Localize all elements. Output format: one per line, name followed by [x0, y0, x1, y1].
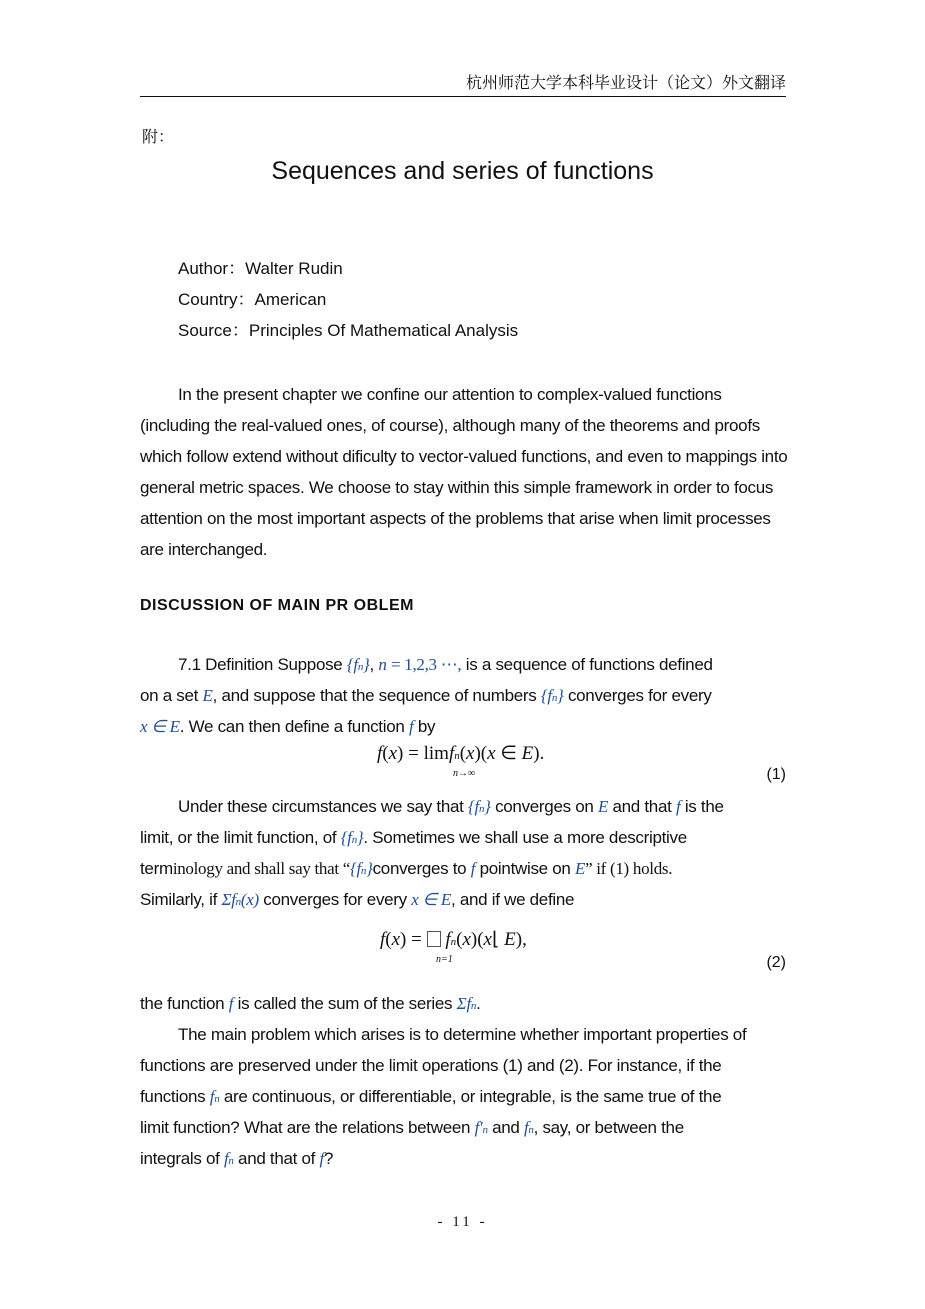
equation-2: f(x) = fn(x)(x⌊ E),	[380, 929, 527, 950]
main-line-1: The main problem which arises is to determine whether important properties of	[178, 1025, 747, 1044]
under-line-2: limit, or the limit function, of {fn}. Sometimes we shall use a more descriptive	[140, 828, 687, 847]
attachment-label: 附：	[142, 127, 175, 146]
main-line-5: integrals of fn and that of f?	[140, 1149, 334, 1168]
main-line-4: limit function? What are the relations between f′n and fn, say, or between the	[140, 1118, 684, 1137]
intro-paragraph: In the present chapter we confine our attention to complex-valued functions (including the real-valued ones, of course), although many of the theorems and proofs which follow extend without dificulty to vector-valued functions, and even to mappings into general metric spaces. We choose to stay within this simple framework in order to focus attention on the most important aspects of the problems that arise when limit processes are interchanged.	[140, 385, 788, 559]
equation-number-1: (1)	[766, 766, 786, 783]
main-line-2: functions are preserved under the limit operations (1) and (2). For instance, if the	[140, 1056, 722, 1075]
definition-line-1: 7.1 Definition Suppose {fn}, n = 1,2,3 ⋯, is a sequence of functions defined	[178, 655, 713, 674]
under-line-4: Similarly, if Σfn(x) converges for every x ∈ E, and if we define	[140, 890, 575, 909]
source-line: Source：Principles Of Mathematical Analysis	[178, 321, 519, 340]
sum-definition-line: the function f is called the sum of the series Σfn.	[140, 994, 481, 1013]
document-title: Sequences and series of functions	[271, 157, 654, 185]
page-number: - 11 -	[437, 1214, 488, 1230]
main-line-3: functions fn are continuous, or differentiable, or integrable, is the same true of the	[140, 1087, 722, 1106]
under-line-3: terminology and shall say that “{fn}converges to f pointwise on E” if (1) holds.	[140, 859, 673, 878]
under-line-1: Under these circumstances we say that {fn} converges on E and that f is the	[178, 797, 724, 816]
header-text: 杭州师范大学本科毕业设计（论文）外文翻译	[465, 73, 786, 92]
country-line: Country：American	[178, 290, 327, 309]
equation-number-2: (2)	[766, 954, 786, 971]
equation-1: f(x) = limfn(x)(x ∈ E).	[377, 743, 545, 764]
author-line: Author：Walter Rudin	[178, 259, 343, 278]
sum-subscript: n=1	[436, 954, 453, 965]
sum-symbol-placeholder	[427, 931, 441, 947]
definition-line-2: on a set E, and suppose that the sequence of numbers {fn} converges for every	[140, 686, 712, 705]
section-heading: DISCUSSION OF MAIN PR OBLEM	[140, 597, 414, 614]
limit-subscript: n→∞	[453, 768, 476, 779]
definition-line-3: x ∈ E. We can then define a function f by	[140, 717, 436, 736]
page-header	[140, 70, 786, 97]
